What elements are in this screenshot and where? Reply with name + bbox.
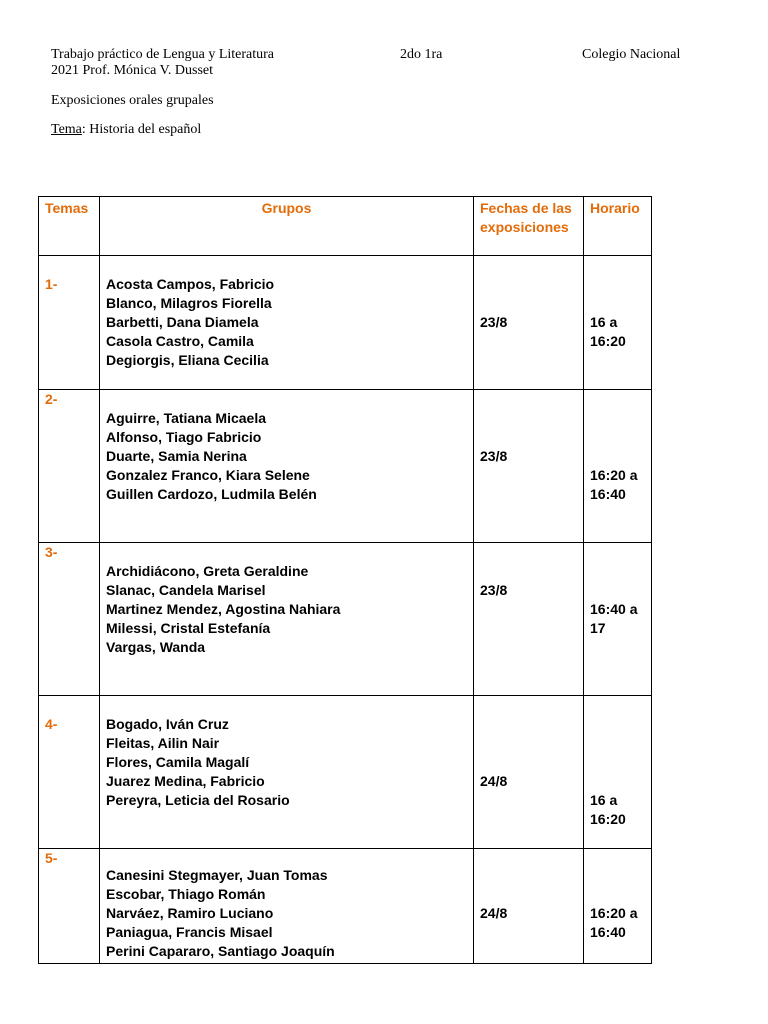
group-members [100,390,474,543]
header-temas: Temas [39,197,100,256]
exposition-date: 23/8 [474,543,584,696]
time-slot-start: 16:20 a [590,467,638,483]
member-name: Paniagua, Francis Misael [106,924,273,940]
topic-line [51,122,701,138]
exposition-date: 24/8 [474,696,584,849]
header-grupos: Grupos [100,197,474,256]
grade-label: 2do 1ra [400,47,443,62]
tema-number: 1- [39,256,100,390]
time-slot-start: 16 a [590,792,618,808]
member-name: Aguirre, Tatiana Micaela [106,410,267,426]
member-name: Canesini Stegmayer, Juan Tomas [106,867,328,883]
header-horario: Horario [584,197,652,256]
tema-number: 3- [39,543,100,696]
tema-number: 2- [39,390,100,543]
table-row [39,256,652,390]
tema-number: 4- [39,696,100,849]
time-slot [584,390,652,543]
member-name: Barbetti, Dana Diamela [106,314,259,330]
document-header [51,47,701,138]
time-slot-end: 16:20 [590,333,626,349]
group-members [100,849,474,964]
assignment-subtitle: Exposiciones orales grupales [51,93,214,108]
member-name: Degiorgis, Eliana Cecilia [106,352,269,368]
time-slot [584,849,652,964]
group-members [100,256,474,390]
time-slot [584,256,652,390]
topic-label: Tema [51,122,82,137]
member-name: Casola Castro, Camila [106,333,254,349]
time-slot-end: 16:40 [590,486,626,502]
exposition-date: 24/8 [474,849,584,964]
time-slot [584,696,652,849]
member-name: Fleitas, Ailin Nair [106,735,220,751]
member-name: Narváez, Ramiro Luciano [106,905,274,921]
member-name: Pereyra, Leticia del Rosario [106,792,290,808]
member-name: Acosta Campos, Fabricio [106,276,275,292]
member-name: Guillen Cardozo, Ludmila Belén [106,486,317,502]
member-name: Blanco, Milagros Fiorella [106,295,272,311]
time-slot-end: 16:20 [590,811,626,827]
table-row [39,390,652,543]
exposition-date: 23/8 [474,390,584,543]
year-teacher: 2021 Prof. Mónica V. Dusset [51,63,214,78]
schedule-table [38,196,652,964]
member-name: Gonzalez Franco, Kiara Selene [106,467,310,483]
member-name: Martinez Mendez, Agostina Nahiara [106,601,341,617]
member-name: Vargas, Wanda [106,639,206,655]
member-name: Slanac, Candela Marisel [106,582,266,598]
exposition-date: 23/8 [474,256,584,390]
member-name: Bogado, Iván Cruz [106,716,229,732]
course-title: Trabajo práctico de Lengua y Literatura [51,47,275,62]
table-row [39,849,652,964]
member-name: Juarez Medina, Fabricio [106,773,265,789]
school-name: Colegio Nacional [582,47,681,62]
time-slot-start: 16 a [590,314,618,330]
member-name: Milessi, Cristal Estefanía [106,620,271,636]
group-members [100,696,474,849]
time-slot-end: 16:40 [590,924,626,940]
group-members [100,543,474,696]
member-name: Flores, Camila Magalí [106,754,250,770]
time-slot-end: 17 [590,620,606,636]
table-row [39,543,652,696]
table-row [39,696,652,849]
header-fechas: Fechas de las exposiciones [474,197,584,256]
table-header-row [39,197,652,256]
topic-value: : Historia del español [81,122,202,137]
tema-number: 5- [39,849,100,964]
member-name: Perini Capararo, Santiago Joaquín [106,943,335,959]
member-name: Alfonso, Tiago Fabricio [106,429,262,445]
member-name: Escobar, Thiago Román [106,886,266,902]
header-row-1 [51,47,701,63]
member-name: Archidiácono, Greta Geraldine [106,563,309,579]
time-slot-start: 16:20 a [590,905,638,921]
member-name: Duarte, Samia Nerina [106,448,247,464]
time-slot [584,543,652,696]
time-slot-start: 16:40 a [590,601,638,617]
